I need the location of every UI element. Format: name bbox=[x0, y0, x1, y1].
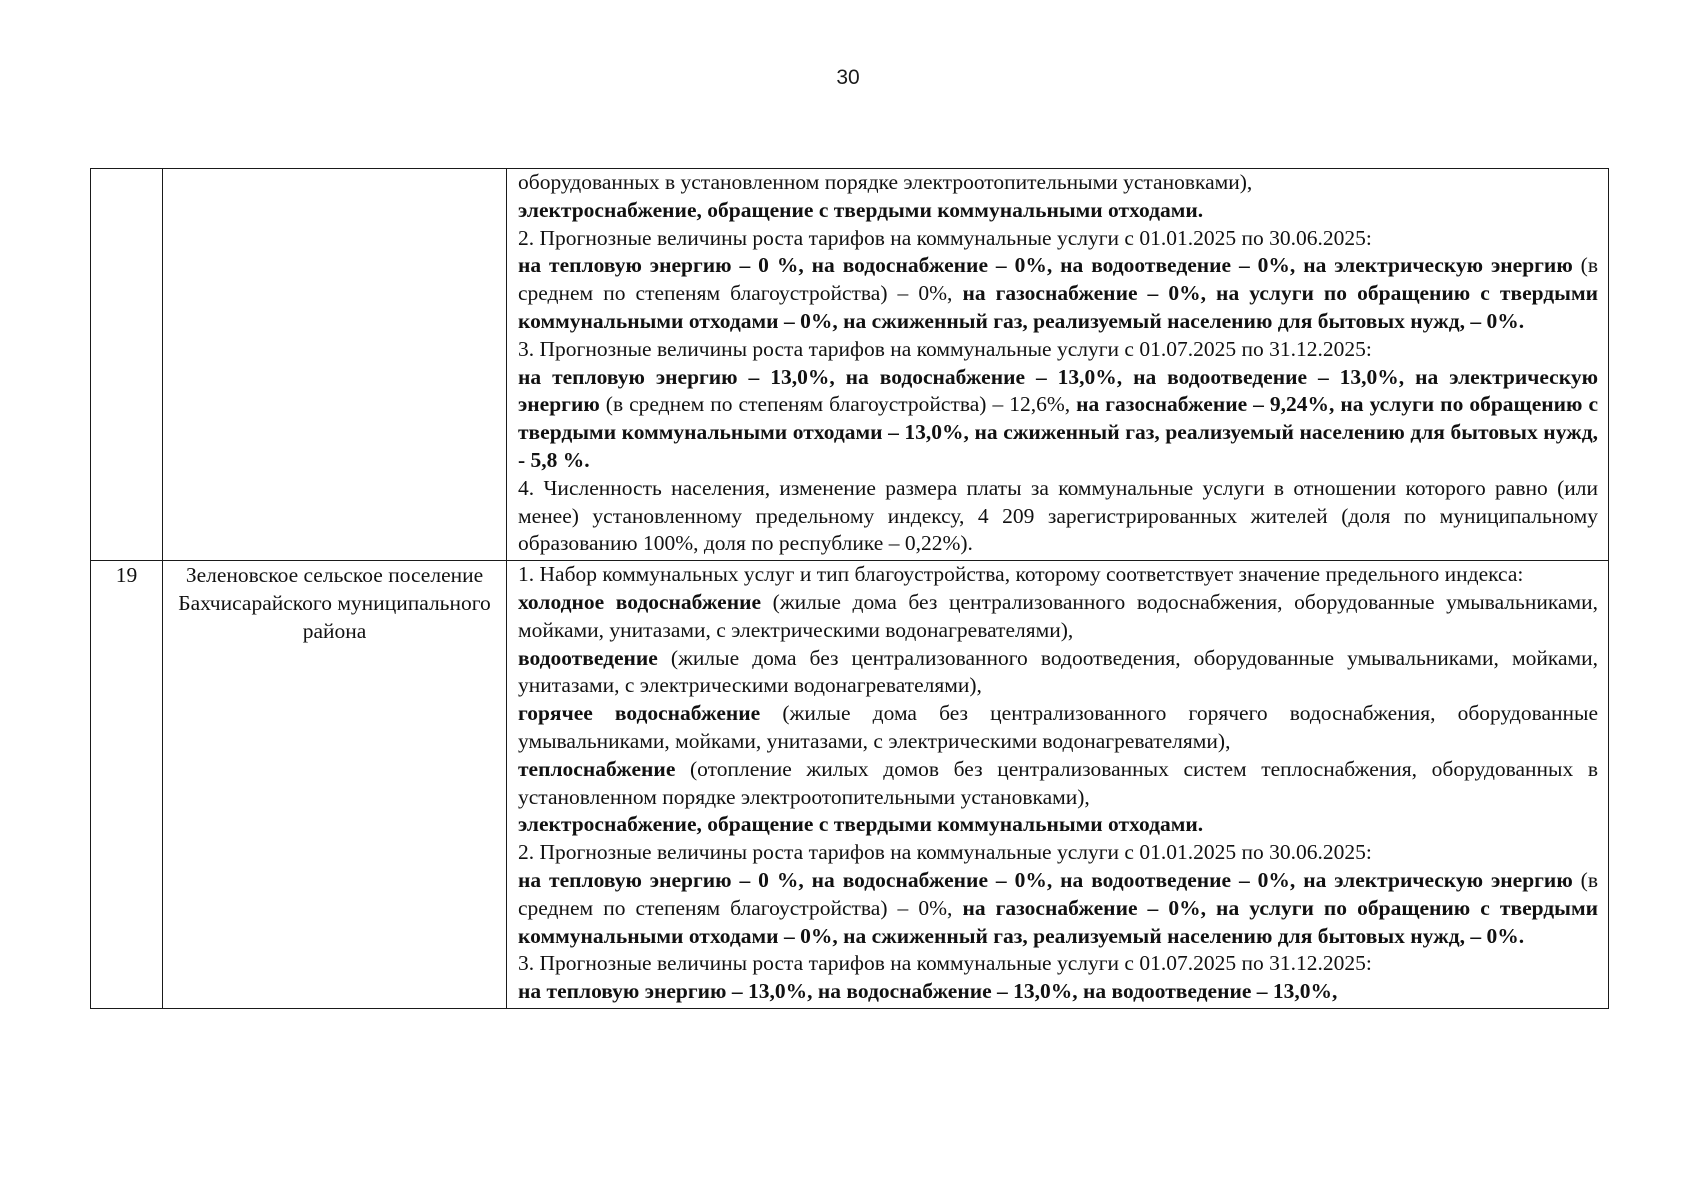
text: 3. Прогнозные величины роста тарифов на коммунальные услуги с 01.07.2025 по 31.12.2025: bbox=[518, 336, 1372, 361]
description-cell bbox=[507, 561, 1609, 1009]
text: (в среднем по степеням благоустройства) – 12,6%, bbox=[599, 392, 1077, 417]
bold-text: на газоснабжение – 0%, на услуги по обращению с твердыми коммунальными отходами – 0%, на сжиженный газ, реализуемый населению для бытовых нужд, – 0%. bbox=[518, 895, 1598, 948]
text: 4. Численность населения, изменение размера платы за коммунальные услуги в отношении которого равно (или менее) установленному предельному индексу, 4 209 зарегистрированных жителей (доля по муниципальному образованию 100%, доля по республике – 0,22%). bbox=[518, 475, 1598, 556]
row-number-cell bbox=[91, 169, 163, 561]
paragraph bbox=[518, 867, 1598, 950]
bold-text: теплоснабжение bbox=[518, 756, 676, 781]
bold-text: на тепловую энергию – 13,0%, на водоснабжение – 13,0%, на водоотведение – 13,0%, bbox=[518, 979, 1338, 1004]
bold-text: на тепловую энергию – 0 %, на водоснабжение – 0%, на водоотведение – 0%, на электрическую энергию bbox=[518, 867, 1573, 892]
paragraph bbox=[518, 811, 1598, 839]
paragraph bbox=[518, 700, 1598, 756]
paragraph bbox=[518, 950, 1598, 978]
municipality-name-cell: Зеленовское сельское поселение Бахчисарайского муниципального района bbox=[163, 561, 507, 1009]
table-row bbox=[91, 169, 1609, 561]
paragraph-list bbox=[518, 561, 1598, 1006]
paragraph bbox=[518, 197, 1598, 225]
text: оборудованных в установленном порядке электроотопительными установками), bbox=[518, 170, 1253, 194]
row-number-cell bbox=[91, 561, 163, 1009]
paragraph bbox=[518, 589, 1598, 645]
bold-text: горячее водоснабжение bbox=[518, 701, 761, 726]
text: (жилые дома без централизованного горячего водоснабжения, оборудованные умывальниками, мойками, унитазами, с электрическими водонагревателями), bbox=[518, 701, 1598, 753]
municipality-name-cell bbox=[163, 169, 507, 561]
text: 1. Набор коммунальных услуг и тип благоустройства, которому соответствует значение предельного индекса: bbox=[518, 562, 1524, 587]
paragraph bbox=[518, 252, 1598, 335]
bold-text: на тепловую энергию – 13,0%, на водоснабжение – 13,0%, на водоотведение – 13,0%, на электрическую энергию bbox=[518, 364, 1598, 417]
bold-text: электроснабжение, обращение с твердыми коммунальными отходами. bbox=[518, 197, 1204, 222]
paragraph bbox=[518, 645, 1598, 701]
bold-text: на тепловую энергию – 0 %, на водоснабжение – 0%, на водоотведение – 0%, на электрическую энергию bbox=[518, 253, 1573, 278]
text: (отопление жилых домов без централизованных систем теплоснабжения, оборудованных в установленном порядке электроотопительными установками), bbox=[518, 756, 1598, 809]
table-row bbox=[91, 561, 1609, 1009]
paragraph bbox=[518, 475, 1598, 558]
paragraph-list bbox=[518, 169, 1598, 558]
paragraph bbox=[518, 978, 1598, 1006]
paragraph bbox=[518, 225, 1598, 253]
row-number bbox=[91, 169, 162, 170]
row-number: 19 bbox=[115, 563, 138, 588]
text: 3. Прогнозные величины роста тарифов на коммунальные услуги с 01.07.2025 по 31.12.2025: bbox=[518, 951, 1372, 976]
paragraph bbox=[518, 561, 1598, 589]
tariff-table bbox=[90, 168, 1609, 1009]
bold-text: на газоснабжение – 9,24%, на услуги по обращению с твердыми коммунальными отходами – 13,0%, на сжиженный газ, реализуемый населению для бытовых нужд, - 5,8 %. bbox=[518, 392, 1598, 472]
text: (в среднем по степеням благоустройства) – 0%, bbox=[518, 867, 1598, 920]
bold-text: холодное водоснабжение bbox=[518, 589, 762, 614]
paragraph bbox=[518, 336, 1598, 364]
paragraph bbox=[518, 839, 1598, 867]
paragraph bbox=[518, 364, 1598, 475]
text: (жилые дома без централизованного водоотведения, оборудованные умывальниками, мойками, унитазами, с электрическими водонагревателями), bbox=[518, 645, 1598, 698]
text: (жилые дома без централизованного водоснабжения, оборудованные умывальниками, мойками, унитазами, с электрическими водонагревателями), bbox=[518, 589, 1598, 642]
bold-text: на газоснабжение – 0%, на услуги по обращению с твердыми коммунальными отходами – 0%, на сжиженный газ, реализуемый населению для бытовых нужд, – 0%. bbox=[518, 281, 1598, 333]
description-cell bbox=[507, 169, 1609, 561]
bold-text: водоотведение bbox=[518, 645, 658, 670]
text: 2. Прогнозные величины роста тарифов на коммунальные услуги с 01.01.2025 по 30.06.2025: bbox=[518, 225, 1372, 250]
paragraph bbox=[518, 169, 1598, 197]
text: 2. Прогнозные величины роста тарифов на коммунальные услуги с 01.01.2025 по 30.06.2025: bbox=[518, 840, 1372, 865]
paragraph bbox=[518, 756, 1598, 812]
page-number: 30 bbox=[836, 66, 860, 89]
text: (в среднем по степеням благоустройства) – 0%, bbox=[518, 253, 1598, 306]
bold-text: электроснабжение, обращение с твердыми коммунальными отходами. bbox=[518, 812, 1204, 837]
